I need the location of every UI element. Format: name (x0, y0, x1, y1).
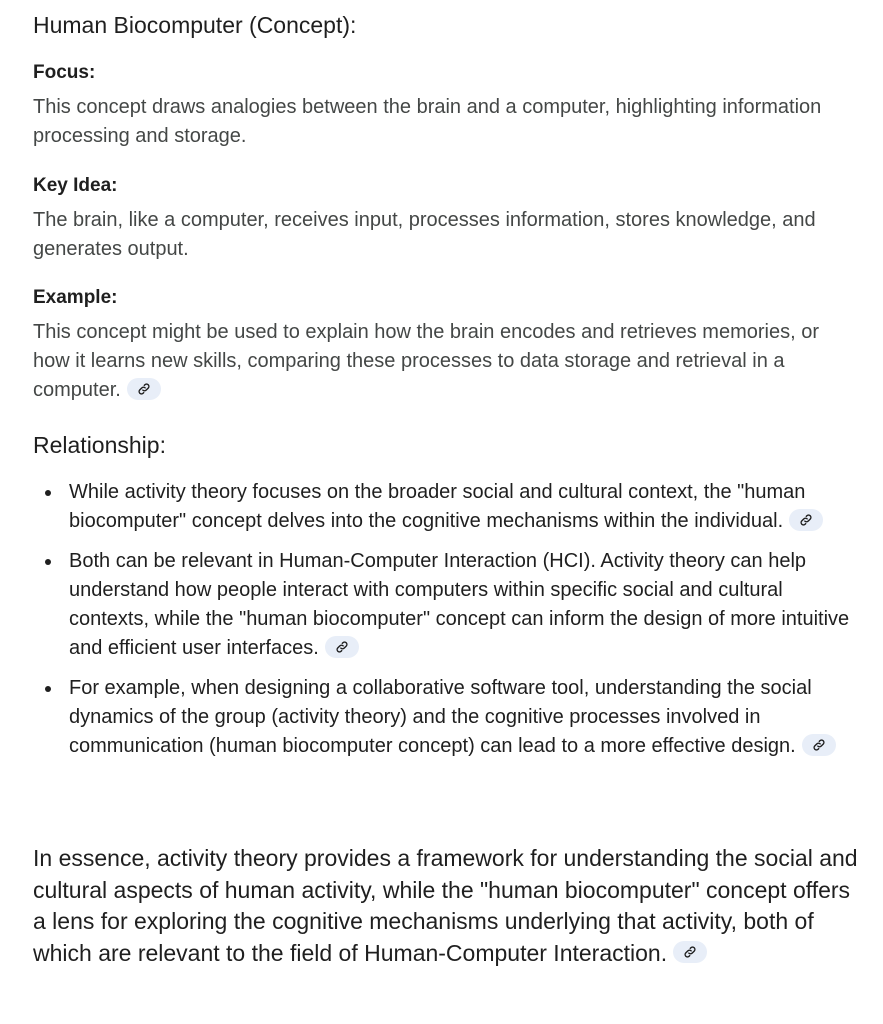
list-item-text: For example, when designing a collaborative software tool, understanding the social dynamics of the group (activity theory) and the cognitive processes involved in communication (human biocomputer concept) can lead to a more effective design. (69, 677, 812, 757)
example-label: Example: (33, 287, 118, 308)
bullet-dot (45, 686, 51, 692)
bullet-dot (45, 490, 51, 496)
list-item-text: Both can be relevant in Human-Computer Interaction (HCI). Activity theory can help understand how people interact with computers within specific social and cultural contexts, while the "human biocomputer" concept can inform the design of more intuitive and efficient user interfaces. (69, 550, 850, 659)
list-item (33, 674, 868, 761)
list-item (33, 547, 868, 663)
relationship-list (33, 478, 868, 772)
key-idea-label: Key Idea: (33, 175, 118, 196)
link-icon (137, 382, 151, 396)
link-icon (335, 640, 349, 654)
key-idea-text-body: The brain, like a computer, receives input, processes information, stores knowledge, and generates output. (33, 209, 816, 260)
source-link-chip[interactable] (127, 378, 161, 400)
relationship-heading: Relationship: (33, 432, 166, 458)
key-idea-text (33, 206, 863, 264)
focus-text (33, 93, 863, 151)
focus-text-body: This concept draws analogies between the brain and a computer, highlighting information processing and storage. (33, 96, 822, 147)
source-link-chip[interactable] (789, 509, 823, 531)
focus-label: Focus: (33, 62, 96, 83)
example-text-body: This concept might be used to explain how the brain encodes and retrieves memories, or how it learns new skills, comparing these processes to data storage and retrieval in a computer. (33, 321, 819, 401)
list-item (33, 478, 868, 536)
example-text (33, 318, 861, 405)
essence-text: In essence, activity theory provides a framework for understanding the social and cultural aspects of human activity, while the "human biocomputer" concept offers a lens for exploring the cognitive mechanisms underlying that activity, both of which are relevant to the field of Human-Computer Interaction. (33, 845, 858, 966)
source-link-chip[interactable] (325, 636, 359, 658)
section-title: Human Biocomputer (Concept): (33, 12, 357, 38)
link-icon (799, 513, 813, 527)
bullet-dot (45, 559, 51, 565)
link-icon (683, 945, 697, 959)
source-link-chip[interactable] (802, 734, 836, 756)
link-icon (812, 738, 826, 752)
essence-paragraph (33, 843, 868, 969)
source-link-chip[interactable] (673, 941, 707, 963)
list-item-text: While activity theory focuses on the broader social and cultural context, the "human biocomputer" concept delves into the cognitive mechanisms within the individual. (69, 481, 806, 532)
